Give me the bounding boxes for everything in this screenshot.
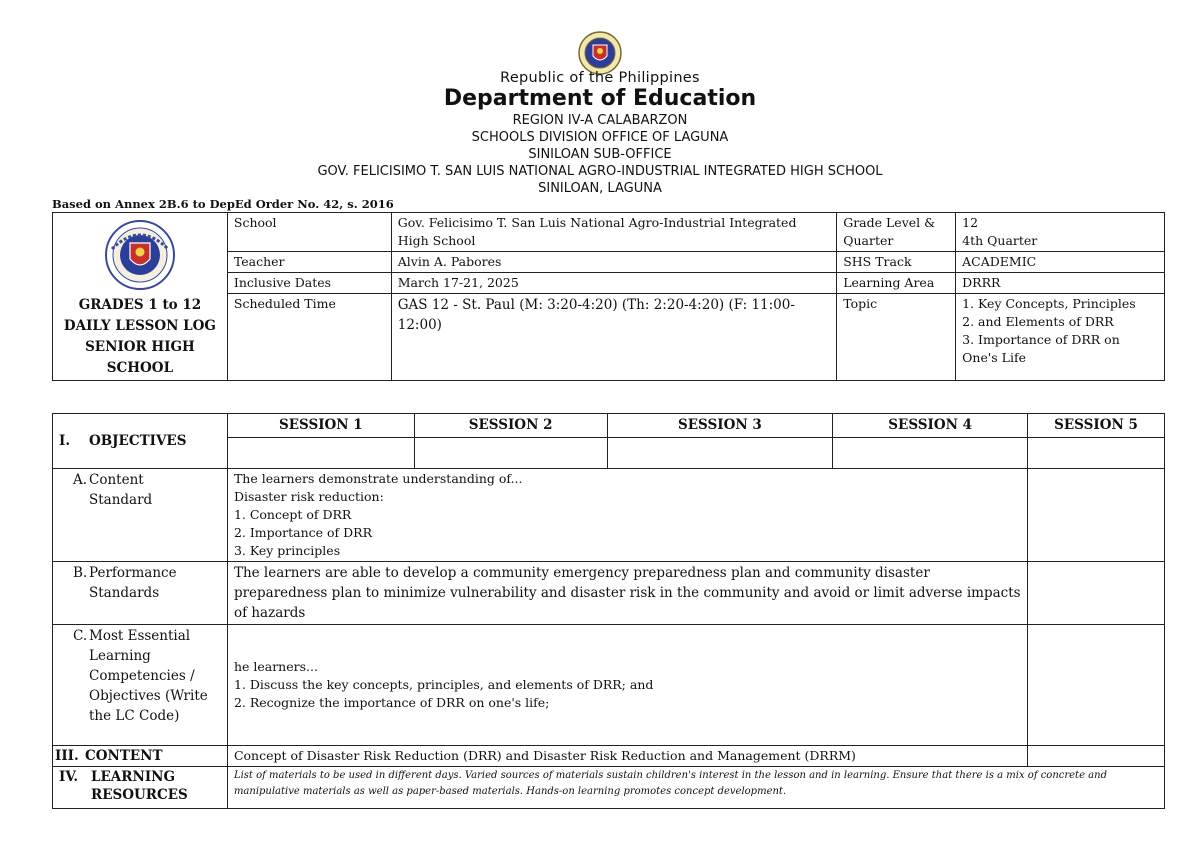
performance-value: The learners are able to develop a community emergency preparedness plan and community disaster preparedness plan to minimize vulnerability and disaster risk in the community and avoid or limit adverse impacts of hazards (227, 562, 1027, 625)
letterhead (0, 30, 1200, 197)
logo-cell (53, 213, 228, 381)
division-line: SCHOOLS DIVISION OFFICE OF LAGUNA (471, 130, 729, 145)
melc-line-2: 1. Discuss the key concepts, principles, and elements of DRR; and (233, 677, 654, 692)
deped-seal-logo (103, 219, 177, 291)
resources-label-2: RESOURCES (91, 787, 188, 803)
content-value: Concept of Disaster Risk Reduction (DRR) and Disaster Risk Reduction and Management (DRRM) (227, 746, 1027, 767)
info-table (52, 212, 1165, 381)
topic-line-1: 1. Key Concepts, Principles (962, 296, 1136, 311)
region-line: REGION IV-A CALABARZON (512, 113, 688, 128)
content-standard-value (227, 469, 1027, 562)
area-label: Learning Area (837, 273, 956, 294)
track-value: ACADEMIC (956, 252, 1165, 273)
session-1-header: SESSION 1 (227, 414, 414, 438)
location-line: SINILOAN, LAGUNA (538, 181, 662, 196)
melc-value (227, 625, 1027, 746)
dll-title-2: DAILY LESSON LOG (63, 318, 216, 334)
resources-label-1: LEARNING (91, 769, 175, 785)
topic-value (956, 294, 1165, 381)
session-3-header: SESSION 3 (607, 414, 833, 438)
content-standard-label (53, 469, 228, 562)
performance-label (53, 562, 228, 625)
track-label: SHS Track (837, 252, 956, 273)
resources-number: IV. (59, 769, 79, 785)
lesson-table (52, 413, 1165, 809)
melc-line-3: 2. Recognize the importance of DRR on one's life; (233, 695, 550, 710)
melc-letter: C. (73, 628, 88, 644)
content-session5 (1028, 746, 1165, 767)
resources-value: List of materials to be used in different days. Varied sources of materials sustain children's interest in the lesson and in learning. Ensure that there is a mix of concrete and manipulative materials as well as paper-based materials. Hands-on learning promotes concept development. (227, 767, 1164, 809)
sub-office-line: SINILOAN SUB-OFFICE (528, 147, 672, 162)
performance-text: Performance Standards (89, 565, 177, 601)
topic-line-3: 3. Importance of DRR on One's Life (962, 332, 1120, 365)
dll-title-4: SCHOOL (106, 360, 174, 376)
content-standard-session5 (1028, 469, 1165, 562)
school-value: Gov. Felicisimo T. San Luis National Agro-Industrial Integrated High School (391, 213, 836, 252)
performance-letter: B. (73, 565, 88, 581)
session-5-header: SESSION 5 (1028, 414, 1165, 438)
dates-value: March 17-21, 2025 (391, 273, 836, 294)
cs-line-4: 2. Importance of DRR (233, 525, 372, 540)
school-name-line: GOV. FELICISIMO T. SAN LUIS NATIONAL AGRO-INDUSTRIAL INTEGRATED HIGH SCHOOL (317, 164, 883, 179)
melc-text: Most Essential Learning Competencies / Objectives (Write the LC Code) (89, 628, 208, 724)
dll-title-1: GRADES 1 to 12 (78, 297, 202, 313)
melc-session5 (1028, 625, 1165, 746)
objectives-heading (53, 414, 228, 469)
grade-quarter: 4th Quarter (962, 233, 1038, 248)
melc-line-1: he learners... (233, 659, 318, 674)
melc-label (53, 625, 228, 746)
cs-line-1: The learners demonstrate understanding of... (233, 471, 523, 486)
time-value: GAS 12 - St. Paul (M: 3:20-4:20) (Th: 2:20-4:20) (F: 11:00-12:00) (391, 294, 836, 381)
session-5-cell (1028, 438, 1165, 469)
grade-level: 12 (962, 215, 979, 230)
dates-label: Inclusive Dates (227, 273, 391, 294)
grade-label: Grade Level & Quarter (837, 213, 956, 252)
session-2-header: SESSION 2 (414, 414, 607, 438)
session-4-header: SESSION 4 (833, 414, 1028, 438)
dll-title-3: SENIOR HIGH (85, 339, 195, 355)
topic-label: Topic (837, 294, 956, 381)
time-label: Scheduled Time (227, 294, 391, 381)
content-standard-text: Content Standard (89, 472, 153, 508)
teacher-label: Teacher (227, 252, 391, 273)
area-value: DRRR (956, 273, 1165, 294)
cs-line-5: 3. Key principles (233, 543, 341, 558)
session-1-cell (227, 438, 414, 469)
republic-line: Republic of the Philippines (500, 70, 700, 86)
grade-value (956, 213, 1165, 252)
content-label: CONTENT (85, 748, 163, 764)
content-standard-letter: A. (73, 472, 88, 488)
school-label: School (227, 213, 391, 252)
annex-reference: Based on Annex 2B.6 to DepEd Order No. 42, s. 2016 (52, 197, 394, 211)
objectives-label: OBJECTIVES (89, 433, 187, 449)
session-2-cell (414, 438, 607, 469)
department-title: Department of Education (443, 86, 757, 111)
session-4-cell (833, 438, 1028, 469)
content-number: III. (55, 748, 79, 764)
cs-line-2: Disaster risk reduction: (233, 489, 384, 504)
content-heading (53, 746, 228, 767)
teacher-value: Alvin A. Pabores (391, 252, 836, 273)
topic-line-2: 2. and Elements of DRR (962, 314, 1114, 329)
cs-line-3: 1. Concept of DRR (233, 507, 352, 522)
session-3-cell (607, 438, 833, 469)
resources-heading (53, 767, 228, 809)
objectives-number: I. (59, 433, 71, 449)
performance-session5 (1028, 562, 1165, 625)
